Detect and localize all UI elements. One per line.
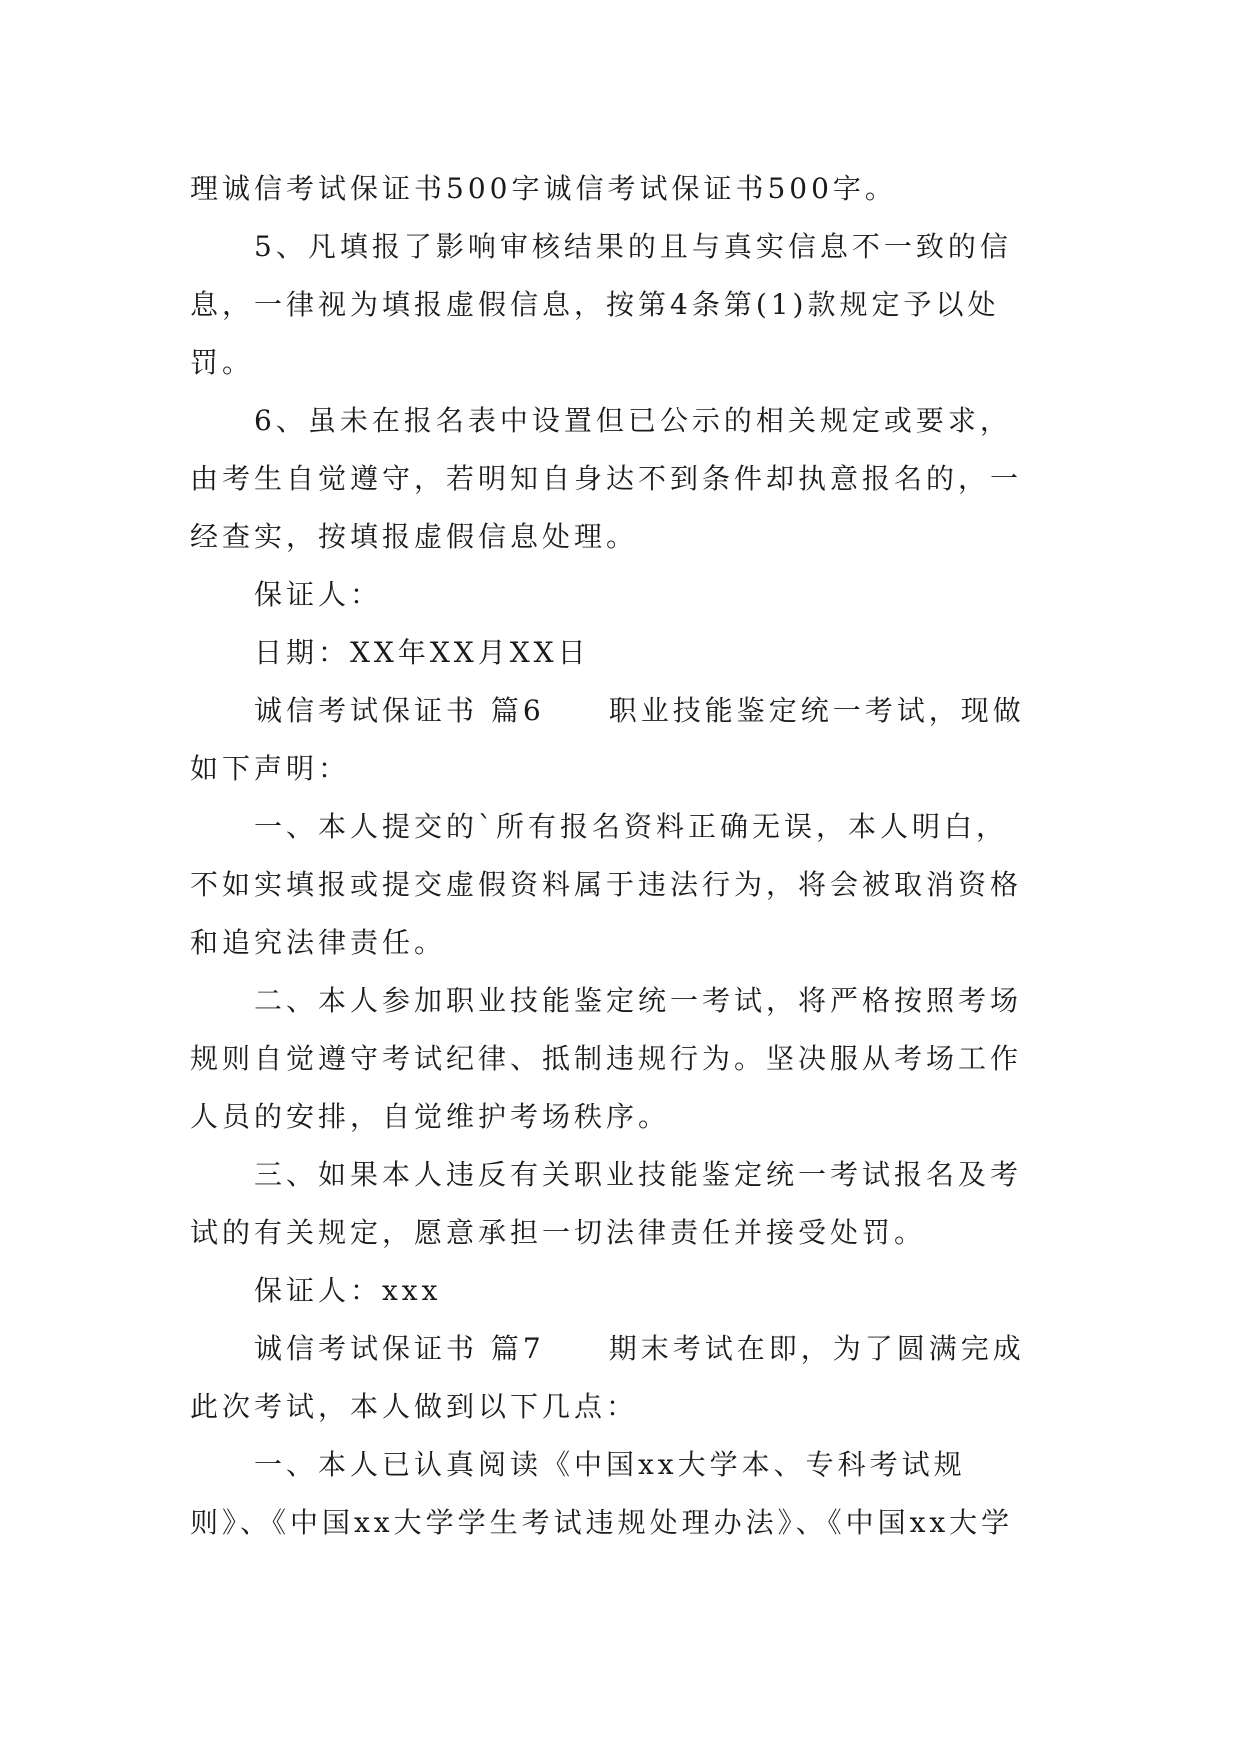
- text-line: 试的有关规定，愿意承担一切法律责任并接受处罚。: [190, 1216, 927, 1249]
- text-line: 一、本人已认真阅读《中国xx大学本、专科考试规: [254, 1448, 966, 1481]
- date-line: 日期：XX年XX月XX日: [254, 636, 590, 669]
- section-heading: 诚信考试保证书 篇7 期末考试在即，为了圆满完成: [254, 1332, 1025, 1365]
- text-line: 如下声明：: [190, 752, 351, 785]
- text-line: 5、凡填报了影响审核结果的且与真实信息不一致的信: [254, 230, 1012, 263]
- guarantor-label: 保证人：xxx: [254, 1274, 442, 1307]
- text-line: 二、本人参加职业技能鉴定统一考试，将严格按照考场: [254, 984, 1023, 1017]
- text-line: 和追究法律责任。: [190, 926, 447, 959]
- text-line: 经查实，按填报虚假信息处理。: [190, 520, 639, 553]
- document-page: [190, 160, 1050, 1552]
- text-line: 一、本人提交的`所有报名资料正确无误，本人明白，: [254, 810, 1009, 843]
- text-line: 不如实填报或提交虚假资料属于违法行为，将会被取消资格: [190, 868, 1023, 901]
- text-line: 罚。: [190, 346, 255, 379]
- text-line: 此次考试，本人做到以下几点：: [190, 1390, 639, 1423]
- text-line: 则》、《中国xx大学学生考试违规处理办法》、《中国xx大学: [190, 1506, 1014, 1539]
- guarantor-label: 保证人：: [254, 578, 383, 611]
- text-line: 理诚信考试保证书500字诚信考试保证书500字。: [190, 172, 897, 205]
- text-line: 三、如果本人违反有关职业技能鉴定统一考试报名及考: [254, 1158, 1023, 1191]
- text-line: 息，一律视为填报虚假信息，按第4条第(1)款规定予以处: [190, 288, 1000, 321]
- text-line: 规则自觉遵守考试纪律、抵制违规行为。坚决服从考场工作: [190, 1042, 1023, 1075]
- section-heading: 诚信考试保证书 篇6 职业技能鉴定统一考试，现做: [254, 694, 1025, 727]
- text-line: 6、虽未在报名表中设置但已公示的相关规定或要求，: [254, 404, 1012, 437]
- text-line: 由考生自觉遵守，若明知自身达不到条件却执意报名的，一: [190, 462, 1023, 495]
- text-line: 人员的安排，自觉维护考场秩序。: [190, 1100, 671, 1133]
